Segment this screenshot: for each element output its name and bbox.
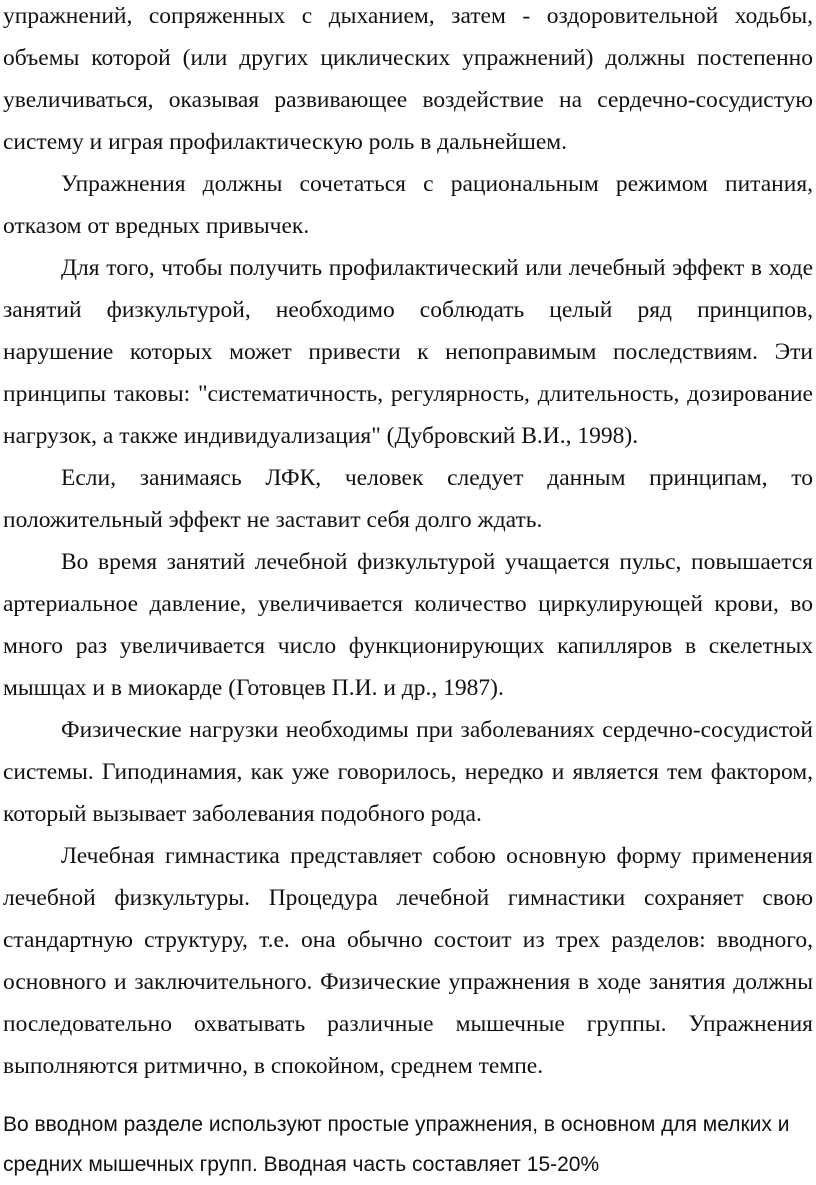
paragraph-gymnastics: Лечебная гимнастика представляет собою основную форму применения лечебной физкультуры. Процедура лечебной гимнастики сохраняет свою стандартную структуру, т.е. она обычно состоит из трех разделов: вводного, основного и заключительного. Физические упражнения в ходе занятия должны последовательно охватывать различные мышечные группы. Упражнения выполняются ритмично, в спокойном, среднем темпе. (3, 843, 813, 1079)
document-body (3, 0, 813, 1087)
paragraph-loads: Физические нагрузки необходимы при заболеваниях сердечно-сосудистой системы. Гиподинамия, как уже говорилось, нередко и является тем фактором, который вызывает заболевания подобного рода. (3, 717, 813, 827)
paragraph-exercises-diet: Упражнения должны сочетаться с рациональным режимом питания, отказом от вредных привычек. (3, 171, 813, 239)
paragraph-principles: Для того, чтобы получить профилактический или лечебный эффект в ходе занятий физкультурой, необходимо соблюдать целый ряд принципов, нарушение которых может привести к непоправимым последствиям. Эти принципы таковы: "систематичность, регулярность, длительность, дозирование нагрузок, а также индивидуализация" (Дубровский В.И., 1998). (3, 255, 813, 449)
paragraph-continuation: упражнений, сопряженных с дыханием, затем - оздоровительной ходьбы, объемы которой (или других циклических упражнений) должны постепенно увеличиваться, оказывая развивающее воздействие на сердечно-сосудистую систему и играя профилактическую роль в дальнейшем. (3, 3, 813, 155)
paragraph-introductory-section: Во вводном разделе используют простые упражнения, в основном для мелких и средних мышечных групп. Вводная часть составляет 15-20% (3, 1113, 790, 1176)
paragraph-positive-effect: Если, занимаясь ЛФК, человек следует данным принципам, то положительный эффект не заставит себя долго ждать. (3, 465, 813, 533)
document-tail (3, 1105, 813, 1185)
paragraph-physiology: Во время занятий лечебной физкультурой учащается пульс, повышается артериальное давление, увеличивается количество циркулирующей крови, во много раз увеличивается число функционирующих капилляров в скелетных мышцах и в миокарде (Готовцев П.И. и др., 1987). (3, 549, 813, 701)
